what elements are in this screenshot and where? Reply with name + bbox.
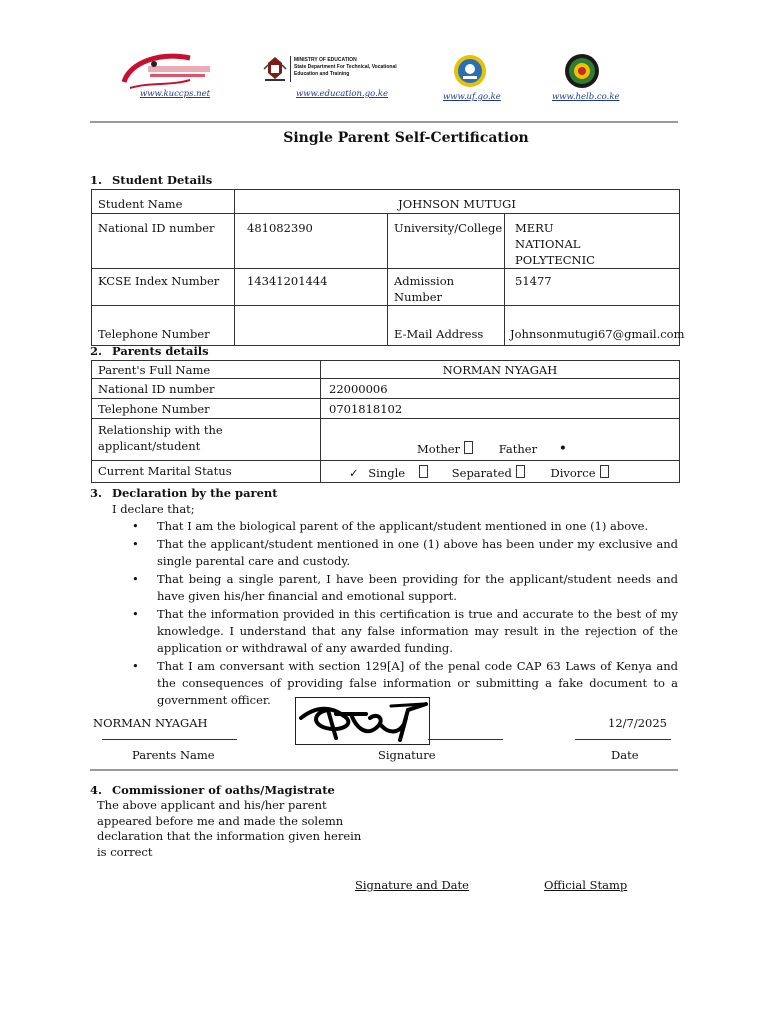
section4-heading	[90, 783, 335, 797]
section1-heading-text: Student Details	[112, 173, 213, 187]
parent-details-table	[91, 360, 680, 483]
section2-heading-text: Parents details	[112, 344, 209, 358]
university-value: MERU NATIONAL POLYTECNIC	[505, 214, 680, 269]
single-label: Single	[368, 466, 406, 480]
section4-number: 4.	[90, 783, 103, 797]
admission-value: 51477	[505, 269, 680, 306]
declaration-item	[112, 571, 678, 605]
declaration-item-text: That I am conversant with section 129[A] of the penal code CAP 63 Laws of Kenya and the consequences of providing false information or submitting a fake document to a government officer.	[157, 659, 678, 707]
relationship-options	[321, 419, 680, 461]
date-line	[575, 739, 671, 740]
commissioner-statement	[97, 798, 361, 860]
parents-name-caption: Parents Name	[132, 748, 215, 762]
kcse-label: KCSE Index Number	[92, 269, 235, 306]
declaration-list	[112, 518, 678, 710]
separated-option[interactable]	[452, 465, 525, 481]
ministry-line-3: Education and Training	[294, 71, 350, 77]
national-id-label: National ID number	[92, 214, 235, 269]
email-value: Johnsonmutugi67@gmail.com	[505, 306, 680, 346]
divorce-label: Divorce	[550, 466, 596, 480]
parent-telephone-value: 0701818102	[321, 399, 680, 419]
helb-seal-icon	[564, 53, 600, 89]
declaration-intro: I declare that;	[112, 502, 195, 516]
uf-seal-icon	[453, 54, 487, 88]
single-check-icon: ✓	[349, 466, 359, 480]
kuccps-logo	[120, 52, 215, 92]
section2-heading	[90, 344, 209, 358]
ministry-line-1: MINISTRY OF EDUCATION	[294, 57, 357, 63]
kcse-value: 14341201444	[235, 269, 388, 306]
parent-name-label: Parent's Full Name	[92, 361, 321, 379]
mother-label: Mother	[417, 442, 461, 456]
section2-number: 2.	[90, 344, 103, 358]
declaration-item-text: That I am the biological parent of the applicant/student mentioned in one (1) above.	[157, 519, 649, 533]
declaration-item	[112, 518, 678, 535]
parent-id-label: National ID number	[92, 379, 321, 399]
commissioner-statement-line: The above applicant and his/her parent	[97, 798, 327, 812]
divorce-checkbox[interactable]	[600, 465, 609, 478]
university-label: University/College	[388, 214, 505, 269]
telephone-value	[235, 306, 388, 346]
father-label: Father	[498, 442, 538, 456]
parent-id-value: 22000006	[321, 379, 680, 399]
section1-heading	[90, 173, 212, 187]
bullet-icon: •	[132, 659, 139, 673]
official-stamp-label: Official Stamp	[544, 878, 628, 892]
signature-caption: Signature	[378, 748, 436, 762]
declaration-item	[112, 606, 678, 657]
parent-signature-image	[295, 697, 430, 745]
parent-name-value: NORMAN NYAGAH	[321, 361, 680, 379]
single-checkbox[interactable]	[419, 465, 428, 478]
parent-name-line	[102, 739, 237, 740]
marital-status-options	[321, 461, 680, 483]
relationship-label: Relationship with the applicant/student	[92, 419, 321, 461]
page-title: Single Parent Self-Certification	[283, 130, 529, 146]
student-name-value: JOHNSON MUTUGI	[235, 190, 680, 214]
declaration-item-text: That the applicant/student mentioned in one (1) above has been under my exclusive and single parental care and custody.	[157, 537, 678, 568]
divorce-option[interactable]	[550, 465, 608, 481]
ministry-divider	[290, 56, 291, 82]
helb-link[interactable]: www.helb.co.ke	[552, 92, 620, 102]
separated-label: Separated	[451, 466, 512, 480]
father-option[interactable]	[499, 441, 567, 457]
separated-checkbox[interactable]	[516, 465, 525, 478]
commissioner-statement-line: is correct	[97, 844, 153, 859]
section3-number: 3.	[90, 486, 103, 500]
admission-label: Admission Number	[388, 269, 505, 306]
signature-line	[428, 739, 503, 740]
parent-telephone-label: Telephone Number	[92, 399, 321, 419]
single-option[interactable]	[349, 465, 428, 481]
section3-heading	[90, 486, 278, 500]
uf-link[interactable]: www.uf.go.ke	[443, 92, 501, 102]
kuccps-link[interactable]: www.kuccps.net	[140, 89, 211, 99]
header-divider	[90, 121, 678, 123]
email-label: E-Mail Address	[388, 306, 505, 346]
declaration-item-text: That the information provided in this certification is true and accurate to the best of my knowledge. I understand that any false information may result in the rejection of the application or withdrawal of any awarded funding.	[157, 607, 678, 655]
father-bullet-mark-icon: •	[558, 441, 567, 457]
signature-and-date-label: Signature and Date	[355, 878, 469, 892]
section3-heading-text: Declaration by the parent	[112, 486, 278, 500]
bullet-icon: •	[132, 519, 139, 533]
bullet-icon: •	[132, 607, 139, 621]
education-link[interactable]: www.education.go.ke	[296, 89, 389, 99]
ministry-line-2: State Department For Technical, Vocational	[294, 64, 397, 70]
signed-date: 12/7/2025	[608, 716, 667, 730]
national-id-value: 481082390	[235, 214, 388, 269]
student-name-label: Student Name	[92, 190, 235, 214]
section4-divider	[90, 769, 678, 771]
bullet-icon: •	[132, 537, 139, 551]
commissioner-statement-line: declaration that the information given herein	[97, 829, 362, 843]
bullet-icon: •	[132, 572, 139, 586]
telephone-label: Telephone Number	[92, 306, 235, 346]
mother-option[interactable]	[417, 441, 473, 457]
parent-name-signed: NORMAN NYAGAH	[93, 716, 208, 730]
student-details-table	[91, 189, 685, 346]
mother-checkbox[interactable]	[464, 441, 473, 454]
date-caption: Date	[611, 748, 639, 762]
kenya-coat-of-arms-icon	[262, 55, 288, 83]
ministry-text	[294, 57, 397, 78]
declaration-item-text: That being a single parent, I have been providing for the applicant/student needs and have given his/her financial and emotional support.	[157, 572, 678, 603]
section4-heading-text: Commissioner of oaths/Magistrate	[112, 783, 335, 797]
commissioner-statement-line: appeared before me and made the solemn	[97, 813, 344, 828]
section1-number: 1.	[90, 173, 103, 187]
declaration-item	[112, 536, 678, 570]
marital-status-label: Current Marital Status	[92, 461, 321, 483]
